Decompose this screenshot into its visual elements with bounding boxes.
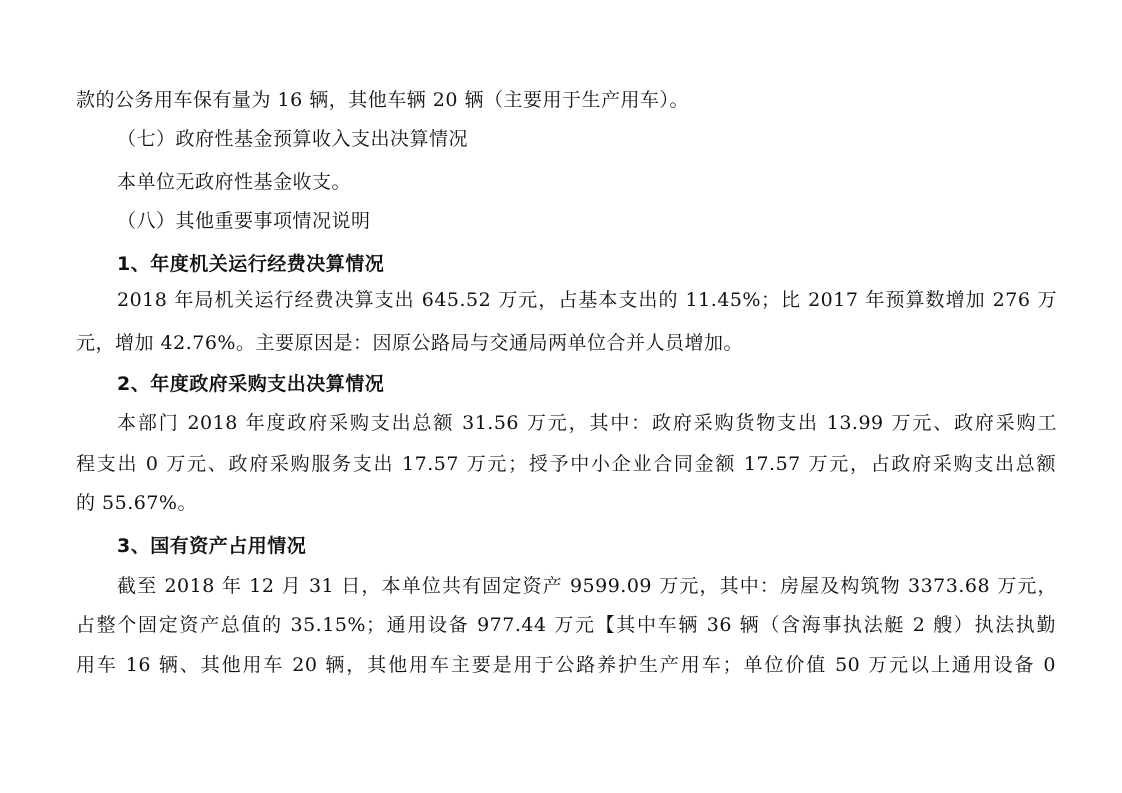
paragraph-line: 本单位无政府性基金收支。 <box>117 171 352 193</box>
paragraph-line: 程支出 0 万元、政府采购服务支出 17.57 万元；授予中小企业合同金额 17.57 万元，占政府采购支出总额 <box>76 453 1056 475</box>
subsection-heading: 1、年度机关运行经费决算情况 <box>117 253 385 275</box>
paragraph-line: 占整个固定资产总值的 35.15%；通用设备 977.44 万元【其中车辆 36 辆（含海事执法艇 2 艘）执法执勤 <box>76 614 1056 636</box>
section-heading: （七）政府性基金预算收入支出决算情况 <box>117 128 469 150</box>
subsection-heading: 2、年度政府采购支出决算情况 <box>117 373 385 395</box>
paragraph-line: 2018 年局机关运行经费决算支出 645.52 万元，占基本支出的 11.45%；比 2017 年预算数增加 276 万 <box>117 289 1057 311</box>
paragraph-line: 元，增加 42.76%。主要原因是：因原公路局与交通局两单位合并人员增加。 <box>76 332 743 354</box>
paragraph-line: 款的公务用车保有量为 16 辆，其他车辆 20 辆（主要用于生产用车）。 <box>76 89 690 111</box>
paragraph-line: 本部门 2018 年度政府采购支出总额 31.56 万元，其中：政府采购货物支出 13.99 万元、政府采购工 <box>117 412 1057 434</box>
section-heading: （八）其他重要事项情况说明 <box>117 210 371 232</box>
paragraph-line: 截至 2018 年 12 月 31 日，本单位共有固定资产 9599.09 万元，其中：房屋及构筑物 3373.68 万元， <box>117 575 1057 597</box>
subsection-heading: 3、国有资产占用情况 <box>117 535 307 557</box>
paragraph-line: 的 55.67%。 <box>76 492 197 514</box>
paragraph-line: 用车 16 辆、其他用车 20 辆，其他用车主要是用于公路养护生产用车；单位价值 50 万元以上通用设备 0 <box>76 654 1056 676</box>
